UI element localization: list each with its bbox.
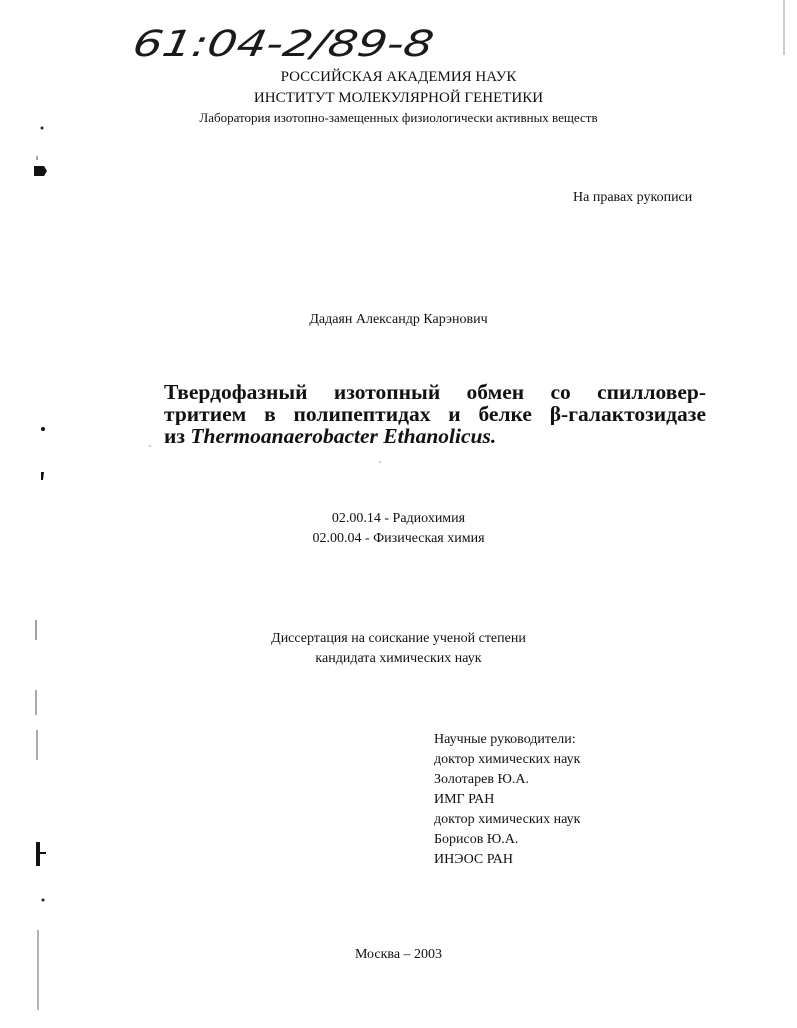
title-line-1: Твердофазный изотопный обмен со спилловер- (164, 381, 706, 403)
dissertation-degree-line-1: Диссертация на соискание ученой степени (271, 631, 526, 646)
advisor-1-degree: доктор химических наук (434, 752, 581, 767)
title-line-2: тритием в полипептидах и белке β-галактозидазе (164, 403, 706, 425)
advisor-1-organization: ИМГ РАН (434, 792, 495, 807)
author-name: Дадаян Александр Карэнович (309, 312, 488, 327)
academy-name: РОССИЙСКАЯ АКАДЕМИЯ НАУК (280, 69, 517, 85)
dissertation-degree-line-2: кандидата химических наук (315, 651, 482, 666)
archive-number-text: 61:04-2/89-8 (135, 22, 371, 65)
institute-name: ИНСТИТУТ МОЛЕКУЛЯРНОЙ ГЕНЕТИКИ (253, 90, 544, 106)
specialty-radiochemistry: 02.00.14 - Радиохимия (331, 511, 466, 526)
title-organism-name: Thermoanaerobacter Ethanolicus. (190, 425, 497, 447)
advisor-2-organization: ИНЭОС РАН (434, 852, 513, 867)
advisor-2-degree: доктор химических наук (434, 812, 581, 827)
advisor-1-name: Золотарев Ю.А. (434, 772, 529, 787)
title-line-3-prefix: из (164, 425, 191, 447)
manuscript-note: На правах рукописи (573, 190, 693, 205)
specialty-physical-chemistry: 02.00.04 - Физическая химия (312, 531, 485, 546)
city-year: Москва – 2003 (354, 947, 443, 962)
advisors-heading: Научные руководители: (434, 732, 576, 747)
laboratory-name: Лаборатория изотопно-замещенных физиологически активных веществ (199, 110, 598, 125)
advisor-2-name: Борисов Ю.А. (434, 832, 519, 847)
